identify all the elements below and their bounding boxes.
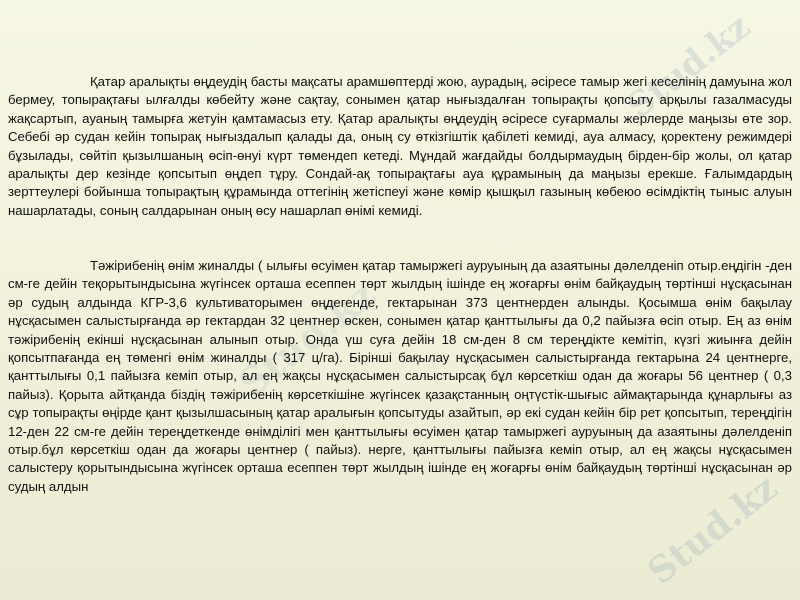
- paragraph-1-text: Қатар аралықты өңдеудің басты мақсаты арамшөптерді жою, аурадың, әсіресе тамыр жегі кеселінің дамуына жол бермеу, топырақтағы ылғалды көбейту және сақтау, сонымен қатар нығыздалған топырақты қопсыту арқылы газалмасуды жақсартып, ауаның тамырға жетуін қамтамасыз ету. Қатар аралықты өңдеудің әсіресе суғармалы жерлерде маңызы өте зор. Себебі әр судан кейін топырақ нығыздалып қалады да, оның су өткізгіштік қабілеті кемиді, ауа алмасу, қоректену режимдері бұзылады, сөйтіп қызылшаның өсіп-өнуі күрт төмендеп кетеді. Мұндай жағдайды болдырмаудың бірден-бір жолы, ол қатар аралықты дер кезінде қопсытып өңдеп тұру. Сондай-ақ топырақтағы ауа құрамының да маңызы ерекше. Ғалымдардың зерттеулері бойынша топырақтың құрамында оттегінің жетіспеуі және көмір қышқыл газының көбеюо өсімдіктің тыныс алуын нашарлатады, соның салдарынан оның өсу нашарлап өнімі кемиді.: [8, 74, 792, 218]
- watermark: Stud.kz: [640, 466, 786, 594]
- paragraph-2: [8, 257, 792, 496]
- paragraph-2-text: Тәжірибенің өнім жиналды ( ылығы өсуімен қатар тамыржегі ауруының да азаятыны дәлелденіп отыр.еңдігін -ден см-ге дейін теқорытындысына жүгінсек орташа есеппен төрт жылдың ішінде ең жоғарғы өнім байқаудың төртінші нұсқасынан әр судың алдында КГР-3,6 культиваторымен өңдегенде, гектарынан 373 центнерден алынды. Қосымша өнім бақылау нұсқасымен салыстырғанда әр гектардан 32 центнер өскен, сонымен қатар қанттылығы да 0,2 пайызға өсіп отыр. Ең аз өнім тәжірибенің екінші нұсқасынан алынып отыр. Онда үш суға дейін 18 см-ден 8 см тереңдікте кемітіп, күзгі жиынға дейін қопсытпағанда ең төменгі өнім жиналды ( 317 ц/га). Бірінші бақылау нұсқасымен салыстырғанда гектарына 24 центнерге, қанттылығы 0,1 пайызға кеміп отыр, ал ең жақсы нұсқасымен салыстырсақ бұл көрсеткіш одан да жоғары 56 центнер ( 0,3 пайыз). Қорыта айтқанда біздің тәжірибенің көрсеткішіне жүгінсек қазақстанның оңтүстік-шығыс аймақтарында құнарлығы аз сұр топырақты өңірде қант қызылшасының қатар аралығын қопсытуды азайтып, әр екі судан кейін бір рет қопсытып, тереңдігін 12-ден 22 см-ге дейін тереңдеткенде өнімділігі мен қанттылығы өсуімен қатар тамыржегі ауруының да азаятыны дәлелденіп отыр.бұл көрсеткіш одан да жоғары центнер ( пайыз). нерге, қанттылығы пайызға кеміп отыр, ал ең жақсы нұсқасымен салыстеру қорытындысына жүгінсек орташа есеппен төрт жылдың ішінде ең жоғарғы өнім байқаудың төртінші нұсқасынан әр судың алдын: [8, 258, 792, 494]
- watermark: Stud.kz: [230, 271, 385, 406]
- watermark: Stud.kz: [620, 6, 758, 127]
- paragraph-1: [8, 73, 792, 220]
